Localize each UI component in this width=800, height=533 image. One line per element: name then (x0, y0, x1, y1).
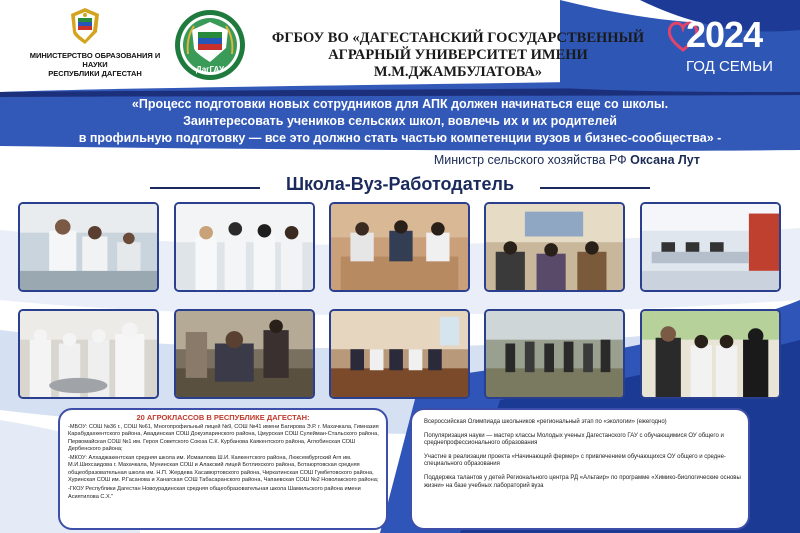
photo-planting-seedlings (174, 309, 315, 399)
agroclasses-item: -МКОУ: Алхаджакентская средняя школа им. Исмаилова Ш.И. Каякентского района, Люксембургский Агп им. М.И.Шихсаидова г. Махачкала, Мунинская СОШ и Алакский лицей Ботлихского района, Ботаюртовская средняя общеобразовательная школа им. Н.П. Жердева Хасавюртовского района, Чиркатинская СОШ Гумбетовского района, Хуринская СОШ им. Р.Гасанова и Ханагская СОШ Табасаранского района, Чапаевская СОШ №2 Новолакского района; (68, 455, 379, 484)
university-title: ФГБОУ ВО «ДАГЕСТАНСКИЙ ГОСУДАРСТВЕННЫЙ АГРАРНЫЙ УНИВЕРСИТЕТ ИМЕНИ М.М.ДЖАМБУЛАТОВА» (271, 30, 645, 80)
activities-panel (410, 408, 750, 530)
agroclasses-item: -МБОУ: СОШ №36 г., СОШ №61, Многопрофильный лицей №9, СОШ №41 имени Багирова Э.Р. г. Махачкала, Гимназия Карабудахкентского района, Авадинская СОШ Докузпаринского района, Цмурская СОШ Сулейман-Стальского района, Первомайская СОШ №1 им. Героя Советского Союза С.К. Курбанова Каякентского района, Аглобинская СОШ Дербенского района; (68, 424, 379, 452)
year-subtitle: ГОД СЕМЬИ (686, 58, 773, 75)
photo-meeting-hall (329, 309, 470, 399)
photo-lab-students (18, 202, 159, 292)
minister-name: Оксана Лут (630, 153, 700, 167)
university-logo (174, 8, 246, 82)
photo-cooking-class (18, 309, 159, 399)
header (0, 0, 800, 92)
photo-orchard-group (484, 309, 625, 399)
activities-list (424, 419, 742, 496)
agroclasses-panel (58, 408, 388, 530)
slogan: Школа-Вуз-Работодатель (285, 174, 515, 194)
activity-item: Поддержка талантов у детей Регионального центра РД «Альтаир» по программе «Химико-биологические основы жизни» на базе учебных лабораторий вуза (424, 474, 741, 489)
ministry-name: МИНИСТЕРСТВО ОБРАЗОВАНИЯ И НАУКИ РЕСПУБЛИКИ ДАГЕСТАН (29, 51, 161, 78)
activity-item: Участие в реализации проекта «Начинающий фермер» с привлечением обучающихся ОУ общего и средне-специального образования (424, 453, 726, 468)
agroclasses-title: 20 АГРОКЛАССОВ В РЕСПУБЛИКЕ ДАГЕСТАН: (136, 413, 310, 422)
photo-classroom (329, 202, 470, 292)
slogan-line-right (540, 187, 650, 189)
university-logo-text: ДагГАУ (196, 65, 224, 74)
photo-girls-lab (174, 202, 315, 292)
activity-item: Всероссийская Олимпиада школьников «региональный этап по «экологии» (ежегодно) (424, 419, 667, 425)
minister-quote: «Процесс подготовки новых сотрудников для АПК должен начинаться еще со школы. Заинтересовать учеников сельских школ, вовлечь их и их родителей в профильную подготовку — все это должно стать частью компетенции вузов и бизнес-сообщества» - (78, 97, 722, 145)
ministry-emblem-icon (65, 6, 105, 46)
agroclasses-list (68, 424, 384, 503)
minister-attribution: Министр сельского хозяйства РФ Оксана Лут (433, 153, 700, 167)
photo-computer-class (640, 202, 781, 292)
agroclasses-item: -ГКОУ Республики Дагестан Новоурадинская средняя общеобразовательная школа Шамильского района имени Асиятилова С.Х." (68, 486, 361, 500)
photo-award-ceremony (640, 309, 781, 399)
activity-item: Популяризация науки — мастер классы Молодых ученых Дагестанского ГАУ с обучающимися ОУ общего и среднепрофессионального образования (424, 432, 724, 447)
year-number: 2024 (686, 14, 763, 55)
photo-students-table (484, 202, 625, 292)
